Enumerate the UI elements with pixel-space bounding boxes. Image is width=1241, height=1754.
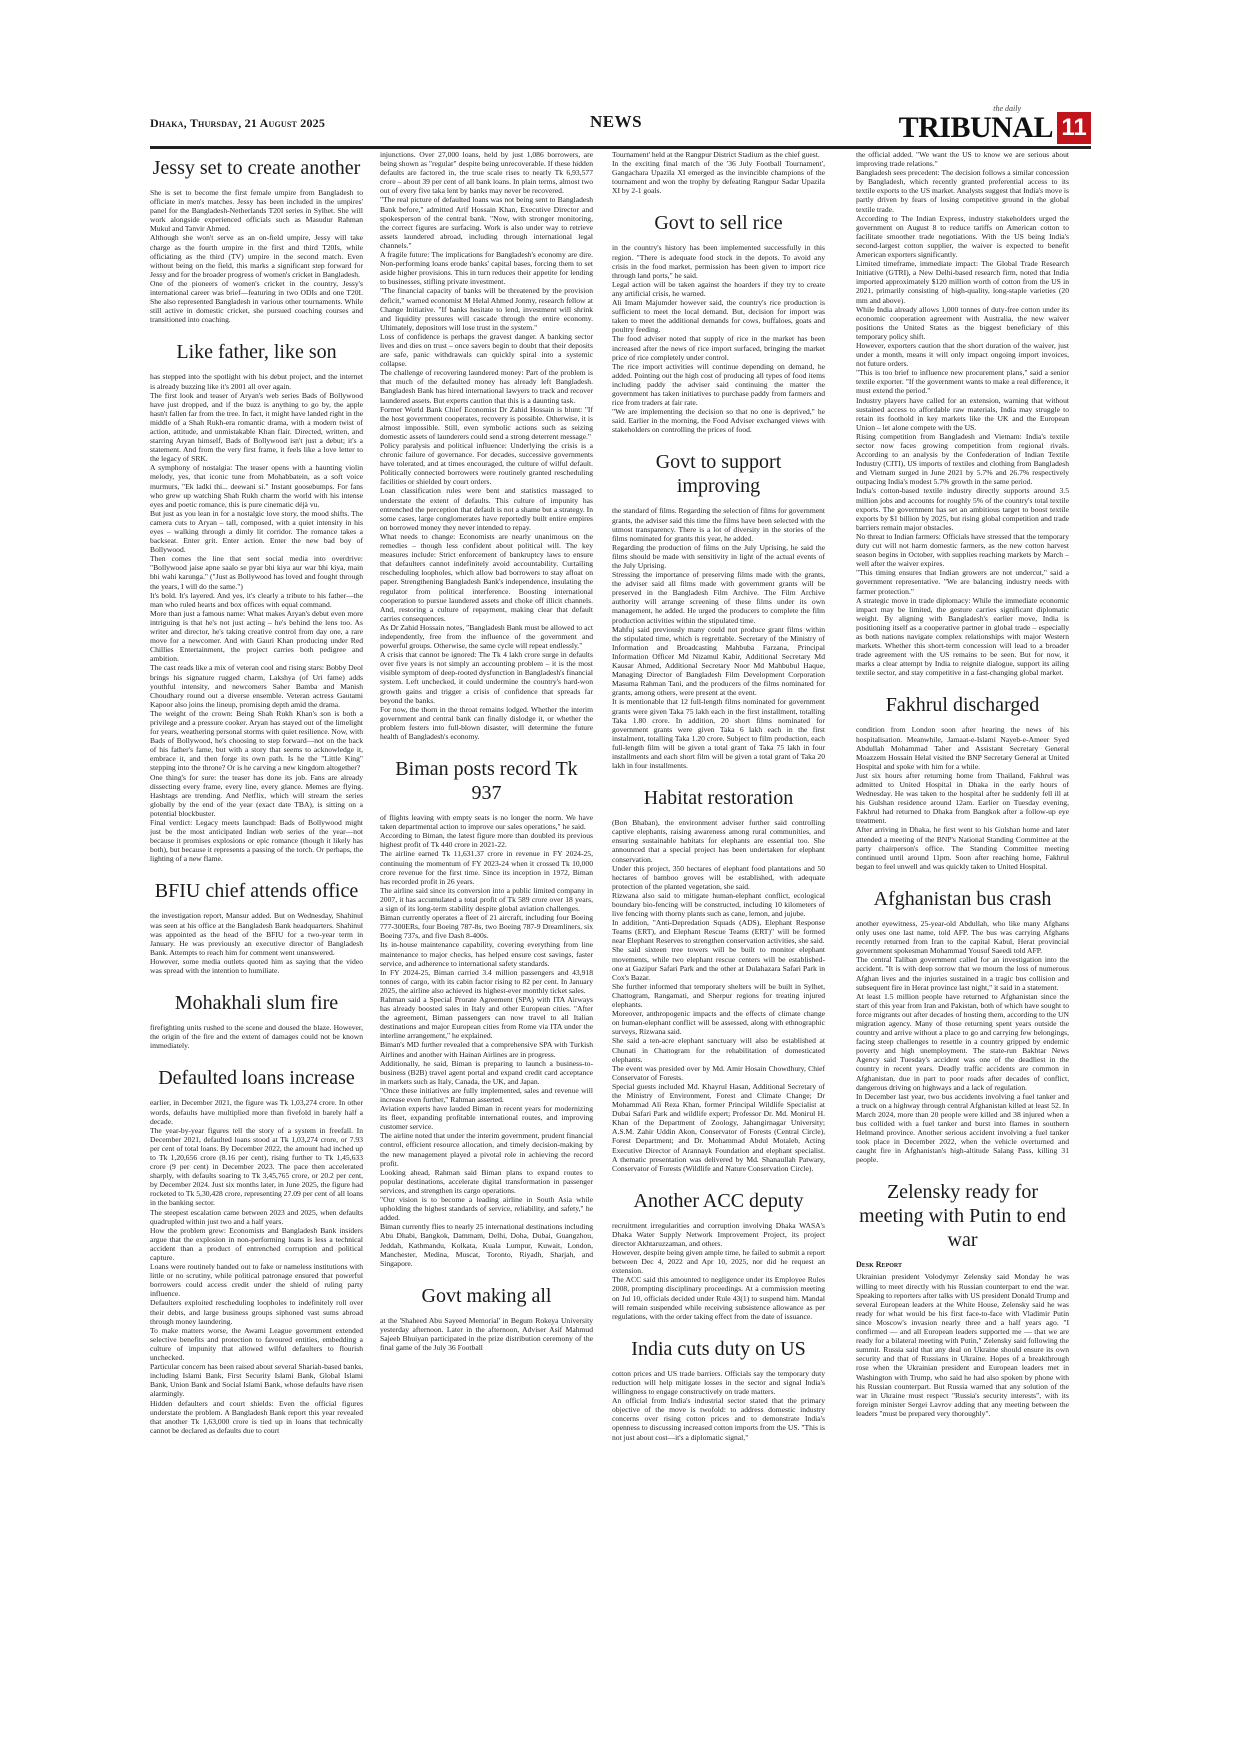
article-gap: [612, 197, 825, 205]
article-headline: Zelensky ready for meeting with Putin to end war: [859, 1181, 1066, 1252]
article: [612, 1189, 825, 1331]
article-headline: BFIU chief attends office: [154, 880, 359, 903]
article: [856, 887, 1069, 1175]
article: [856, 150, 1069, 687]
brand-logo: [899, 104, 1091, 144]
article: [380, 1284, 593, 1362]
article-gap: [856, 1420, 1069, 1428]
article-gap: [150, 865, 363, 873]
article-body: another eyewitness, 25-year-old Abdullah, who like many Afghans only uses one last name, told AFP. The bus was carrying Afghans recently returned from Iran to the capital Kabul, Herat provincial government spokesman Mohammad Yousuf Saeedi told AFP. The central Taliban government called for an investigation into the accident. "It is with deep sorrow that we mourn the loss of numerous Afghan lives and the injuries sustained in a tragic bus collision and subsequent fire in Herat province last night," it said in a statement. At least 1.5 million people have returned to Afghanistan since the start of this year from Iran and Pakistan, both of which have sought to force migrants out after decades of hosting them, according to the UN migration agency. Many of those returning spent years outside the country and arrive without a place to go and carrying few belongings, facing steep challenges to resettle in a country gripped by endemic poverty and high unemployment. The state-run Bakhtar News Agency said Tuesday's accident was one of the deadliest in the country in recent years. Deadly traffic accidents are common in Afghanistan, due in part to poor roads after decades of conflict, dangerous driving on highways and a lack of regulation. In December last year, two bus accidents involving a fuel tanker and a truck on a highway through central Afghanistan killed at least 52. In March 2024, more than 20 people were killed and 38 injured when a bus collided with a fuel tanker and burst into flames in southern Helmand province. Another serious accident involving a fuel tanker took place in December 2022, when the vehicle overturned and caught fire in Afghanistan's high-altitude Salang Pass, killing 31 people.: [856, 918, 1069, 1165]
article-headline: Govt to support improving: [655, 451, 782, 498]
article: [150, 991, 363, 1060]
column-3: [612, 150, 825, 1710]
section-title: NEWS: [590, 112, 643, 131]
article: [612, 211, 825, 444]
article: [612, 1337, 825, 1452]
article: [150, 340, 363, 873]
article-headline: Mohakhali slum fire: [174, 992, 339, 1015]
article-headline: Defaulted loans increase: [158, 1067, 355, 1090]
article: [856, 1180, 1069, 1428]
article-headline: Govt making all: [421, 1284, 552, 1307]
article-gap: [380, 743, 593, 751]
article-body: the investigation report, Mansur added. But on Wednesday, Shahinul was seen at his office at the Bangladesh Bank headquarters. Shahinul was appointed as the head of the BFIU for a two-year term in January. He was previously an executive director of Bangladesh Bank. Attempts to reach him for comment went unanswered. However, some media outlets quoted him as saying that the video was spread with the intention to humiliate.: [150, 911, 363, 976]
article-headline: Fakhrul discharged: [885, 694, 1040, 717]
article: [856, 693, 1069, 881]
article-body: injunctions. Over 27,000 loans, held by just 1,086 borrowers, are being shown as "regular" despite being unrecoverable. If these hidden defaults are factored in, the true scale rises to nearly Tk 6,93,577 crore – about 39 per cent of all bank loans. In plain terms, almost two out of every five taka lent by banks may never be recovered. "The real picture of defaulted loans was not being sent to Bangladesh Bank before," admitted Arif Hossain Khan, Executive Director and spokesperson of the central bank. "Now, with stronger monitoring, the correct figures are surfacing. Work is also under way to retrieve assets laundered abroad, including through international legal channels." A fragile future: The implications for Bangladesh's economy are dire. Non-performing loans erode banks' capital bases, forcing them to set aside higher provisions. This in turn reduces their appetite for lending to businesses, stifling private investment. "The financial capacity of banks will be threatened by the provision deficit," warned economist M Helal Ahmed Jonmy, research fellow at Change Initiative. "If banks hesitate to lend, investment will shrink and liquidity pressures will cascade through the entire economy. Ultimately, depositors will lose trust in the system." Loss of confidence is perhaps the gravest danger. A banking sector lives and dies on trust – once savers begin to doubt that their deposits are safe, panic withdrawals can quickly spiral into a systemic collapse. The challenge of recovering laundered money: Part of the problem is that much of the defaulted money has already left Bangladesh. Bangladesh Bank has hired international lawyers to track and recover laundered assets. But experts caution that this is a daunting task. Former World Bank Chief Economist Dr Zahid Hossain is blunt: "If the host government cooperates, recovery is possible. Otherwise, it is almost impossible. Still, even symbolic actions such as seizing domestic assets of launderers could send a strong deterrent message." Policy paralysis and political influence: Underlying the crisis is a chronic failure of governance. For decades, successive governments have tolerated, and at times encouraged, the culture of wilful default. Politically connected borrowers were routinely granted rescheduling facilities or shielded by court orders. Loan classification rules were bent and statistics massaged to understate the extent of defaults. This culture of impunity has entrenched the perception that default is not a shame but a strategy. In some cases, large conglomerates have reportedly built entire empires on borrowed money they never intended to repay. What needs to change: Economists are nearly unanimous on the remedies – though less confident about political will. The key measures include: Strict enforcement of bankruptcy laws to ensure that defaulters cannot indefinitely avoid accountability. Curtailing rescheduling loopholes, which allow bad borrowers to stay afloat on paper. Strengthening Bangladesh Bank's independence, insulating the regulator from political interference. Boosting international cooperation to pursue laundered assets and choke off illicit channels. And, restoring a culture of repayment, making clear that default carries consequences. As Dr Zahid Hossain notes, "Bangladesh Bank must be allowed to act independently, free from the influence of the government and powerful groups. Otherwise, the same cycle will repeat endlessly." A crisis that cannot be ignored: The Tk 4 lakh crore surge in defaults over five years is not simply an accounting problem – it is the most visible symptom of deep-rooted dysfunction in Bangladesh's financial system. Left unchecked, it could undermine the country's hard-won growth gains and trigger a crisis of confidence that spreads far beyond the banks. For now, the thorn in the throat remains lodged. Whether the interim government and central bank can finally dislodge it, or whether the problem festers into full-blown disaster, will determine the future health of Bangladesh's economy.: [380, 150, 593, 741]
article: [380, 150, 593, 751]
article-gap: [856, 1166, 1069, 1174]
dateline: Dhaka, Thursday, 21 August 2025: [150, 116, 326, 130]
article-body: cotton prices and US trade barriers. Officials say the temporary duty reduction will help mitigate losses in the sector and signal India's willingness to engage constructively on trade matters. An official from India's industrial sector stated that the primary objective of the move is twofold: to address domestic industry concerns over rising cotton prices and to demonstrate India's openness to discussing increased cotton imports from the US. "This is not just about cost—it's a diplomatic signal,": [612, 1368, 825, 1442]
column-4: [856, 150, 1069, 1710]
article-gap: [612, 1323, 825, 1331]
article-gap: [856, 679, 1069, 687]
article-body: the standard of films. Regarding the selection of films for government grants, the adviser said this time the films have been selected with the utmost transparency. There is a lot of diversity in the stories of the films nominated for grants this year, he added. Regarding the production of films on the July Uprising, he said the films should be made with sensitivity in light of the actual events of the July Uprising. Stressing the importance of preserving films made with the grants, the adviser said all films made with government grants will be preserved in the Bangladesh Film Archive. The Film Archive authority will arrange screening of these films under its own management, he added. He urged the producers to complete the film production activities within the stipulated time. Mahfuj said previously many could not produce grant films within the stipulated time, which is regrettable. Secretary of the Ministry of Information and Broadcasting Mahbuba Farzana, Principal Information Officer Md Nizamul Kabir, Additional Secretary Md Kausar Ahmed, Additional Secretary Noor Md Mahbubul Haque, Managing Director of Bangladesh Film Development Corporation Masuma Rahman Tani, and the producers of the films nominated for grants, among others, were present at the event. It is mentionable that 12 full-length films nominated for government grants were given Taka 75 lakh each in the first installment, totalling Taka 1.80 crore. In addition, 20 short films nominated for government grants were given Taka 6 lakh each in the first instalment, totalling Taka 1.20 crore. Subject to film production, each full-length film will be given a total grant of Taka 75 lakh in four installments and each short film will be given a total grant of Taka 20 lakh in four installments.: [612, 506, 825, 771]
article-gap: [612, 436, 825, 444]
masthead: [150, 104, 1091, 148]
article-gap: [150, 1052, 363, 1060]
article-body: recruitment irregularities and corruption involving Dhaka WASA's Dhaka Water Supply Network Improvement Project, its project director Akhtaruzzaman, and others. However, despite being given ample time, he failed to submit a report between Dec 4, 2022 and Apr 10, 2025, nor did he request an extension. The ACC said this amounted to negligence under its Employee Rules 2008, prompting disciplinary proceedings. At a commission meeting on Jul 10, officials decided under Rule 43(1) to suspend him. Mandal will remain suspended while receiving subsistence allowance as per regulations, with the order taking effect from the date of issuance.: [612, 1220, 825, 1321]
article-gap: [380, 1270, 593, 1278]
article-headline: Jessy set to create another: [152, 157, 361, 179]
header-rule: [150, 146, 1091, 149]
article: [150, 879, 363, 985]
article-headline: Habitat restoration: [643, 787, 794, 810]
article-body: She is set to become the first female umpire from Bangladesh to officiate in men's matches. Jessy has been included in the umpires' panel for the Bangladesh-Netherlands T20I series in Sylhet. She will work alongside experienced officials such as Masudur Rahman Mukul and Tanvir Ahmed. Although she won't serve as an on-field umpire, Jessy will take charge as the fourth umpire in the first and third T20Is, while officiating as the third (TV) umpire in the second match. Even without being on the field, this marks a significant step forward for Jessy and for the broader progress of women's cricket in Bangladesh. One of the pioneers of women's cricket in the country, Jessy's international career was brief—featuring in two ODIs and one T20I. She also represented Bangladesh in various other tournaments. While still active in domestic cricket, she pursued coaching courses and transitioned into coaching.: [150, 188, 363, 325]
article-gap: [150, 326, 363, 334]
article-body: earlier, in December 2021, the figure was Tk 1,03,274 crore. In other words, defaults have multiplied more than fivefold in barely half a decade. The year-by-year figures tell the story of a system in freefall. In December 2021, defaulted loans stood at Tk 1,03,274 crore, or 7.93 per cent of total loans. By December 2022, the amount had inched up to Tk 1,20,656 crore (8.16 per cent), rising further to Tk 1,45,633 crore (9 per cent) in December 2023. The pace then accelerated sharply, with defaults soaring to Tk 3,45,765 crore, or 20.2 per cent, by December 2024. Just six months later, in June 2025, the figure had rocketed to Tk 5,30,428 crore, representing 27.09 per cent of all loans in the banking sector. The steepest escalation came between 2023 and 2025, when defaults quadrupled within just two and a half years. How the problem grew: Economists and Bangladesh Bank insiders argue that the explosion in non-performing loans is less a technical accident than a product of entrenched corruption and political capture. Loans were routinely handed out to fake or nameless institutions with little or no scrutiny, while political patronage ensured that powerful borrowers could access credit under the shield of ruling party influence. Defaulters exploited rescheduling loopholes to indefinitely roll over their debts, and large business groups siphoned vast sums abroad through money laundering. To make matters worse, the Awami League government extended selective benefits and protection to favoured entities, embedding a culture of impunity that allowed wilful defaulters to flourish unchecked. Particular concern has been raised about several Shariah-based banks, including Islami Bank, First Security Islami Bank, Global Islami Bank, Union Bank and Social Islami Bank, whose defaults have risen alarmingly. Hidden defaulters and court shields: Even the official figures understate the problem. A Bangladesh Bank report this year revealed that another Tk 1,63,000 crore is tied up in loans that technically cannot be declared as defaults due to court: [150, 1098, 363, 1435]
article-body: of flights leaving with empty seats is no longer the norm. We have taken departmental action to improve our sales operations," he said. According to Biman, the latest figure more than doubled its previous highest profit of Tk 440 crore in 2021-22. The airline earned Tk 11,631.37 crore in revenue in FY 2024-25, continuing the momentum of FY 2023-24 when it crossed Tk 10,000 crore revenue for the first time. Since its inception in 1972, Biman has recorded profit in 26 years. The airline said since its conversion into a public limited company in 2007, it has accumulated a total profit of Tk 589 crore over 18 years, a sign of its long-term stability despite global aviation challenges. Biman currently operates a fleet of 21 aircraft, including four Boeing 777-300ERs, four Boeing 787-8s, two Boeing 787-9 Dreamliners, six Boeing 737s, and five Dash 8-400s. Its in-house maintenance capability, covering everything from line maintenance to major checks, has helped ensure cost savings, faster service, and adherence to international safety standards. In FY 2024-25, Biman carried 3.4 million passengers and 43,918 tonnes of cargo, with its cabin factor rising to 82 per cent. In January 2025, the airline also achieved its highest-ever monthly ticket sales. Rahman said a Special Prorate Agreement (SPA) with ITA Airways has already boosted sales in Italy and other European cities. "After the agreement, Biman passengers can now travel to all Italian destinations and major European cities from Rome via ITA under the interline arrangement," he explained. Biman's MD further revealed that a comprehensive SPA with Turkish Airlines and another with Hainan Airlines are in progress. Additionally, he said, Biman is preparing to launch a business-to-business (B2B) travel agent portal and expand credit card acceptance in markets such as Italy, Canada, the UK, and Japan. "Once these initiatives are fully implemented, sales and revenue will increase even further," Rahman asserted. Aviation experts have lauded Biman in recent years for modernizing its fleet, expanding profitable international routes, and improving customer service. The airline noted that under the interim government, prudent financial control, efficient resource allocation, and timely decision-making by the new management played a pivotal role in achieving the record profit. Looking ahead, Rahman said Biman plans to expand routes to popular destinations, accelerate digital transformation in passenger services, and strengthen its cargo operations. "Our vision is to become a leading airline in South Asia while upholding the highest standards of service, reliability, and safety," he added. Biman currently flies to nearly 25 international destinations including Abu Dhabi, Bangkok, Dammam, Delhi, Doha, Dubai, Guangzhou, Jeddah, Kathmandu, Kolkata, Kuala Lumpur, Kuwait, London, Manchester, Medina, Muscat, Toronto, Riyadh, Sharjah, and Singapore.: [380, 813, 593, 1268]
article: [612, 150, 825, 205]
article-gap: [612, 1175, 825, 1183]
article-gap: [150, 977, 363, 985]
article-headline: Afghanistan bus crash: [873, 887, 1052, 910]
article: [380, 757, 593, 1278]
brand-tagline: the daily: [993, 104, 1021, 113]
article-headline: Another ACC deputy: [633, 1189, 804, 1212]
article-gap: [380, 1354, 593, 1362]
article-headline: Like father, like son: [176, 341, 337, 364]
article-byline: Desk Report: [856, 1260, 903, 1270]
page-number: 11: [1057, 112, 1091, 144]
article-body: the official added. "We want the US to know we are serious about improving trade relations." Bangladesh sees precedent: The decision follows a similar concession by Bangladesh, which recently granted preferential access to its textile exports to the US market. Analysts suggest that India's move is partly driven by fears of losing competitive ground in the global textile trade. According to The Indian Express, industry stakeholders urged the government on August 8 to reduce tariffs on American cotton to facilitate smoother trade negotiations. With the US being India's second-largest cotton supplier, the waiver is expected to benefit American exporters significantly. Limited timeframe, immediate impact: The Global Trade Research Initiative (GTRI), a New Delhi-based research firm, noted that India imported approximately $120 million worth of cotton from the US in 2021, primarily consisting of high-quality, long-staple varieties (20 mm and above). While India already allows 1,000 tonnes of duty-free cotton under its economic cooperation agreement with Australia, the new waiver positions the United States as the biggest beneficiary of this temporary policy shift. However, exporters caution that the short duration of the waiver, just under a month, means it will only impact ongoing import invoices, not future orders. "This is too brief to influence new procurement plans," said a senior textile exporter. "If the government wants to make a real difference, it must extend the period." Industry players have called for an extension, warning that without sustained access to affordable raw materials, India may struggle to retain its foothold in key markets like the UK and the European Union – let alone compete with the US. Rising competition from Bangladesh and Vietnam: India's textile sector now faces growing competition from regional rivals. According to an analysis by the Confederation of Indian Textile Industry (CITI), US imports of textiles and clothing from Bangladesh and Vietnam surged in June 2021 by 5.7% and 26.7% respectively outpacing India's modest 5.7% growth in the same period. India's cotton-based textile industry directly supports around 3.5 million jobs and accounts for roughly 5% of the country's total textile exports. The government has set an ambitious target to boost textile exports by $1 billion by 2025, but rising global competition and trade barriers remain major obstacles. No threat to Indian farmers: Officials have stressed that the temporary duty cut will not harm domestic farmers, as the new cotton harvest season begins in October, with supplies reaching markets by March – well after the waiver expires. "This timing ensures that Indian growers are not undercut," said a government representative. "We are balancing industry needs with farmer protection." A strategic move in trade diplomacy: While the immediate economic impact may be limited, the gesture carries significant diplomatic weight. By aligning with Bangladesh's earlier move, India is positioning itself as a cooperative partner in global trade – especially as both nations navigate complex relationships with major Western markets. Whether this short-term concession will lead to a broader trade agreement with the US remains to be seen. But for now, it marks a clear attempt by India to reignite dialogue, support its ailing textile sector, and stay competitive in a fast-changing global market.: [856, 150, 1069, 678]
article-body: has stepped into the spotlight with his debut project, and the internet is already buzzing like it's 2001 all over again. The first look and teaser of Aryan's web series Bads of Bollywood have just dropped, and if the buzz is anything to go by, the apple hasn't fallen far from the tree. In fact, it might have landed right in the middle of a Shah Rukh-era romantic drama, with a modern twist of action, attitude, and unmistakable Khan flair. Directed, written, and starring Aryan himself, Bads of Bollywood isn't just a debut; it's a statement. And from the very first frame, it feels like a love letter to the legacy of SRK. A symphony of nostalgia: The teaser opens with a haunting violin melody, yes, that iconic tune from Mohabbatein, as a soft voice murmurs, "Ek ladki thi... deewani si." Instant goosebumps. For fans who grew up watching Shah Rukh charm the world with his intense eyes and poetic romance, this is pure cinematic déjà vu. But just as you lean in for a nostalgic love story, the mood shifts. The camera cuts to Aryan – tall, composed, with a quiet intensity in his eyes – walking through a dimly lit corridor. The romance takes a backseat. Enter grit. Enter action. Enter the new bad boy of Bollywood. Then comes the line that sent social media into overdrive: "Bollywood jaise apne saalo se pyar bhi kiya aur war bhi kiya, main bhi wahi karunga." ("Just as Bollywood has loved and fought through the years, I will do the same.") It's bold. It's layered. And yes, it's clearly a tribute to his father—the man who ruled hearts and box offices with equal command. More than just a famous name: What makes Aryan's debut even more intriguing is that he's not just acting – he's behind the lens too. As writer and director, he's taking creative control from day one, a rare move for a newcomer. And with Gauri Khan producing under Red Chillies Entertainment, the project carries both pedigree and ambition. The cast reads like a mix of veteran cool and rising stars: Bobby Deol brings his signature rugged charm, Lakshya (of Uri fame) adds youthful intensity, and newcomers Saher Bamba and Manish Choudhary round out a diverse ensemble. Veteran actress Gautami Kapoor also joins the lineup, promising depth amid the drama. The weight of the crown: Being Shah Rukh Khan's son is both a privilege and a pressure cooker. Aryan has stayed out of the limelight for years, weathering personal storms with quiet resilience. Now, with Bads of Bollywood, he's choosing to step forward—not on the back of his father's fame, but with a story that seems to acknowledge it, embrace it, and then forge its own path. Is he the "Little King" stepping into the throne? Or is he carving a new kingdom altogether? One thing's for sure: the teaser has done its job. Fans are already dissecting every frame, every line, every glance. Memes are flying. Hashtags are trending. And Netflix, which will stream the series globally by the end of the year (exact date TBA), is sitting on a potential blockbuster. Final verdict: Legacy meets launchpad: Bads of Bollywood might just be the most anticipated Indian web series of the year—not because it promises explosions or epic romance (though it likely has both), but because it represents a passing of the torch. Or perhaps, the lighting of a new flame.: [150, 372, 363, 864]
article-headline: Biman posts record Tk 937: [395, 758, 578, 805]
column-1: [150, 150, 363, 1710]
article: [612, 786, 825, 1183]
article-body: Tournament' held at the Rangpur District Stadium as the chief guest. In the exciting final match of the '36 July Football Tournament', Gangachara Upazila XI emerged as the invincible champions of the tournament and won the trophy by defeating Rangpur Sadar Upazila XI by 2-1 goals.: [612, 150, 825, 196]
article: [150, 1066, 363, 1444]
article-body: condition from London soon after hearing the news of his hospitalisation. Meanwhile, Jamaat-e-Islami Nayeb-e-Ameer Syed Abdullah Mohammad Taher and Assistant Secretary General Moazzem Hossain Helal visited the BNP Secretary General at United Hospital and spoke with him for a while. Just six hours after returning home from Thailand, Fakhrul was admitted to United Hospital in Dhaka in the early hours of Wednesday. He was taken to the hospital after he suddenly fell ill at his Gulshan residence around 12am. Earlier on Tuesday evening, Fakhrul had returned to Dhaka from Bangkok after a follow-up eye treatment. After arriving in Dhaka, he first went to his Gulshan home and later attended a meeting of the BNP's National Standing Committee at the party chairperson's office. The Standing Committee meeting continued until around 11pm. Soon after reaching home, Fakhrul began to feel unwell and was quickly taken to United Hospital.: [856, 725, 1069, 871]
column-2: [380, 150, 593, 1710]
article: [150, 156, 363, 334]
article-headline: India cuts duty on US: [631, 1337, 806, 1360]
article-gap: [612, 1444, 825, 1452]
article-gap: [612, 772, 825, 780]
brand-name: TRIBUNAL: [898, 111, 1053, 144]
article-body: Ukrainian president Volodymyr Zelensky said Monday he was willing to meet directly with his Russian counterpart to end the war. Speaking to reporters after talks with US president Donald Trump and several European leaders at the White House, Zelensky said he was ready for what would be his first face-to-face with Vladimir Putin since Moscow's invasion nearly three and a half years ago. "I confirmed — and all European leaders supported me — that we are ready for a bilateral meeting with Putin," Zelensky said following the summit. Russia said that any deal on Ukraine should ensure its own security and that of Russians in Ukraine. Hopes of a breakthrough rose when the Ukrainian president and European leaders met in Washington with Trump, who said he had also spoken by phone with his Russian counterpart. But Russia warned that any solution of the war in Ukraine must respect "Russia's security interests", with its foreign minister Sergei Lavrov adding that any meeting between the leaders "must be prepared very thoroughly".: [856, 1272, 1069, 1418]
article-gap: [150, 1437, 363, 1445]
article-body: in the country's history has been implemented successfully in this region. "There is adequate food stock in the depots. To avoid any crisis in the food market, permission has been given to import rice through land ports," he said. Legal action will be taken against the hoarders if they try to create any artificial crisis, he warned. Ali Imam Majumder however said, the country's rice production is sufficient to meet the local demand. But, decision for import was taken to meet the additional demands for cows, buffaloes, goats and poultry feeding. The food adviser noted that supply of rice in the market has been increased after the news of rice import surfaced, bringing the market price of rice completely under control. The rice import activities will continue depending on demand, he added. Pointing out the high cost of producing all types of food items including paddy the adviser said continuing the matter the government has taken initiatives to purchase paddy from farmers and rice from traders at fair rate. "We are implementing the decision so that no one is deprived," he said. Earlier in the morning, the Food Adviser exchanged views with stakeholders on controlling the prices of food.: [612, 243, 825, 435]
article-headline: Govt to sell rice: [654, 212, 783, 235]
article-body: (Bon Bhaban), the environment adviser further said controlling captive elephants, raising awareness among rural communities, and ensuring sustainable habitats for elephants are essential too. She announced that a special project has been undertaken for elephant conservation. Under this project, 350 hectares of elephant food plantations and 50 hectares of bamboo groves will be established, with adequate protection of the planted vegetation, she said. Rizwana also said to mitigate human-elephant conflict, ecological boundary bio-fencing will be constructed, including 10 kilometers of live fencing with thorny plants such as cane, lemon, and jujube. In addition, "Anti-Depredation Squads (ADS), Elephant Response Teams (ERT), and Elephant Rescue Teams (ERT)" will be formed near Elephant Reserves to strengthen conservation activities, she said. She said sixteen tree towers will be built to monitor elephant movements, while two elephant rescue centers will be established-one at Gazipur Safari Park and the other at Dulahazara Safari Park in Cox's Bazar. She further informed that temporary shelters will be built in Sylhet, Chattogram, Rangamati, and Sherpur regions for treating injured elephants. Moreover, anthropogenic impacts and the effects of climate change on human-elephant conflict will be assessed, along with ethnographic surveys, Rizwana said. She said a ten-acre elephant sanctuary will also be established at Chunati in Chattogram for the rehabilitation of domesticated elephants. The event was presided over by Md. Amir Hosain Chowdhury, Chief Conservator of Forests. Special guests included Md. Khayrul Hasan, Additional Secretary of the Ministry of Environment, Forest and Climate Change; Dr Mohammad Ali Reza Khan, former Principal Wildlife Specialist at Dubai Safari Park and wildlife expert; Professor Dr. Md. Monirul H. Khan of the Department of Zoology, Jahangirnagar University; A.S.M. Zahir Uddin Akon, Conservator of Forests (Central Circle), Forest Department; and Dr. Mohammad Abdul Motaleb, Acting Executive Director of Arannayk Foundation and elephant specialist. A thematic presentation was delivered by Md. Shanaullah Patwary, Conservator of Forests (Wildlife and Nature Conservation Circle).: [612, 818, 825, 1173]
article-body: at the 'Shaheed Abu Sayeed Memorial' in Begum Rokeya University yesterday afternoon. Later in the afternoon, Adviser Asif Mahmud Sajeeb Bhuiyan participated in the prize distribution ceremony of the final game of the July 36 Football: [380, 1315, 593, 1353]
article-gap: [856, 873, 1069, 881]
article: [612, 450, 825, 780]
article-body: firefighting units rushed to the scene and doused the blaze. However, the origin of the fire and the extent of damages could not be known immediately.: [150, 1023, 363, 1051]
